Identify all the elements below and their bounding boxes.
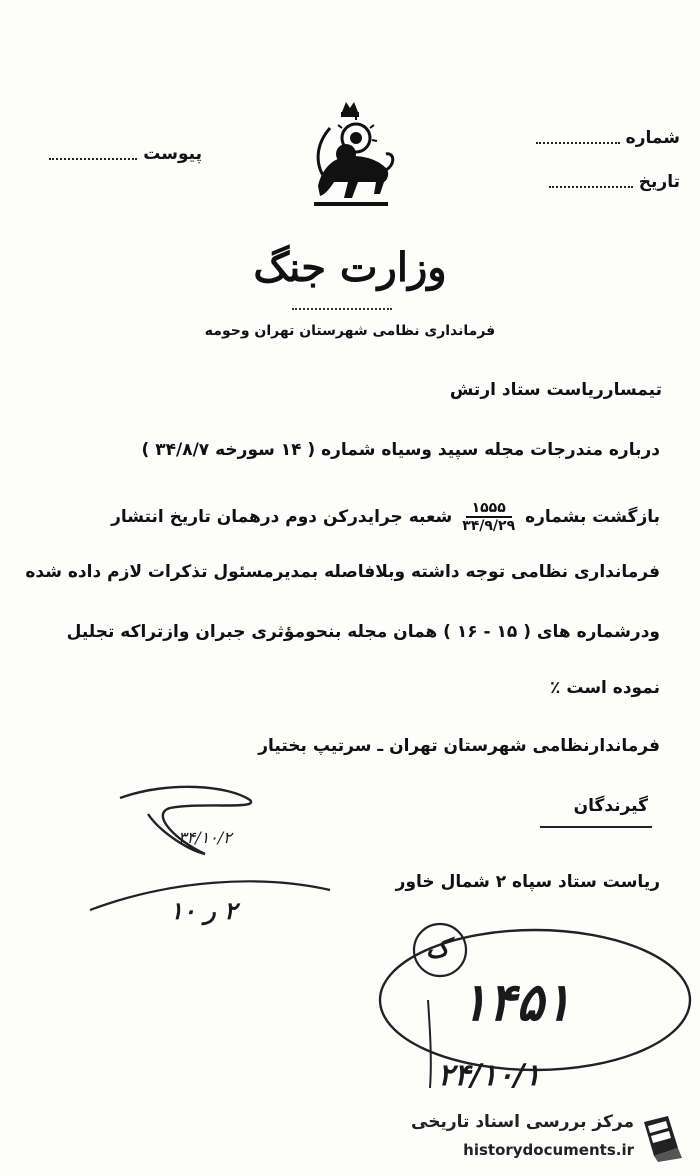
- body-line-4: ودرشماره های ( ۱۵ - ۱۶ ) همان مجله بنحومؤثری جبران وازتراکه تجلیل: [66, 622, 660, 642]
- recipient-1: ریاست ستاد سپاه ۲ شمال خاور: [395, 872, 660, 892]
- reference-date: ۳۴/۹/۲۹: [462, 518, 516, 534]
- date-label: تاریخ: [638, 172, 680, 192]
- subtitle: [150, 320, 550, 339]
- body-line-2-before: بازگشت بشماره: [525, 507, 660, 527]
- body-line-2: [111, 500, 660, 534]
- documents-logo-icon: [638, 1112, 688, 1164]
- stamp-small-mark: ک: [426, 934, 450, 964]
- ministry-title-text: وزارت جنگ: [253, 244, 447, 291]
- body-line-1: درباره مندرجات مجله سپید وسیاه شماره ( ۱۴ سورخه ۳۴/۸/۷ ): [141, 440, 660, 460]
- handwritten-date-note: ۳۴/۱۰/۲: [178, 828, 232, 847]
- attachment-label: پیوست: [143, 144, 202, 164]
- handwritten-middle-note: ۲ ر ۱۰: [170, 896, 237, 925]
- reference-fraction: [462, 500, 515, 534]
- ministry-dotted-rule: [292, 308, 392, 310]
- date-dots: [549, 176, 633, 188]
- ministry-title: [200, 244, 500, 291]
- number-field: [520, 128, 680, 148]
- signature-line: فرماندارنظامی شهرستان تهران ـ سرتیپ بختیار: [258, 736, 660, 756]
- watermark-url-text: historydocuments.ir: [463, 1141, 634, 1159]
- date-field: [520, 172, 680, 192]
- number-dots: [536, 132, 620, 144]
- lion-and-sun-emblem-icon: [300, 98, 400, 210]
- reference-number: ۱۵۵۵: [466, 500, 512, 518]
- body-line-3: فرمانداری نظامی توجه داشته وبلافاصله بمدیرمسئول تذکرات لازم داده شده: [25, 562, 660, 582]
- stamp-number: ۱۴۵۱: [460, 972, 572, 1033]
- attachment-dots: [49, 148, 137, 160]
- attachment-field: [52, 144, 202, 164]
- watermark-title: [411, 1112, 634, 1132]
- watermark-url: [463, 1140, 634, 1159]
- body-line-5: نموده است ٪: [550, 678, 660, 698]
- subtitle-text: فرمانداری نظامی شهرستان تهران وحومه: [204, 323, 496, 339]
- recipients-label: گیرندگان: [573, 796, 648, 816]
- watermark: [402, 1108, 692, 1168]
- number-label: شماره: [625, 128, 680, 148]
- watermark-title-text: مرکز بررسی اسناد تاریخی: [411, 1112, 634, 1132]
- body-line-2-after: شعبه جرایدرکن دوم درهمان تاریخ انتشار: [111, 507, 453, 527]
- addressee: تیمسارریاست ستاد ارتش: [449, 380, 662, 400]
- handwritten-bottom-note: ۲۴/۱۰/۱: [438, 1058, 541, 1093]
- handwritten-strokes: [0, 760, 700, 1120]
